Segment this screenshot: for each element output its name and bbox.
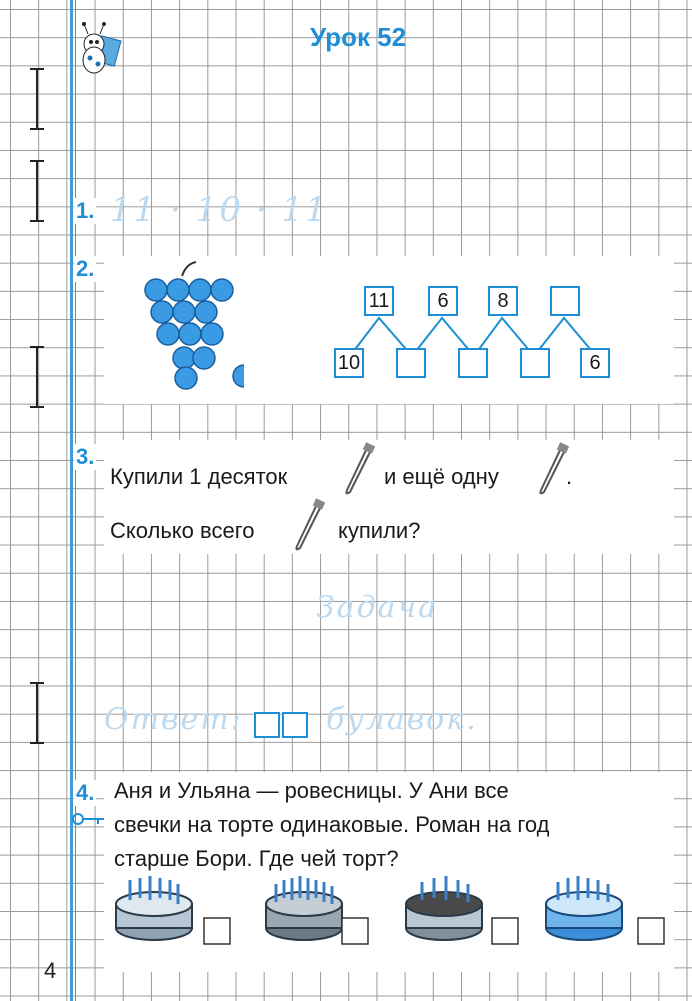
task-3-handwriting-answer: Ответ: — [104, 702, 243, 737]
task-2-panel — [104, 256, 674, 404]
task-1-number: 1. — [76, 198, 95, 223]
task-3-line-1a: Купили 1 десяток — [110, 464, 288, 489]
task-3-line-2a: Сколько всего — [110, 518, 255, 543]
page-title: Урок 52 — [310, 22, 407, 52]
task-1-handwriting: 11 · 10 · 11 — [110, 190, 329, 230]
cakes-row — [108, 870, 678, 960]
bracket — [36, 682, 38, 744]
chain-bottom-box[interactable] — [520, 348, 550, 378]
chain-top-box[interactable]: 6 — [428, 286, 458, 316]
answer-box — [342, 918, 368, 944]
chain-bottom-box[interactable] — [458, 348, 488, 378]
task-3-line-2b: купили? — [338, 518, 421, 543]
task-2-number: 2. — [76, 256, 95, 281]
task-3-handwriting-answer-end: булавок. — [326, 702, 478, 737]
margin-line — [70, 0, 73, 1001]
bracket — [36, 68, 38, 130]
task-4-number: 4. — [76, 780, 95, 805]
answer-box — [204, 918, 230, 944]
answer-box — [638, 918, 664, 944]
page-number: 4 — [44, 958, 57, 983]
chain-bottom-box[interactable] — [396, 348, 426, 378]
task-3-line-1b: и ещё одну — [384, 464, 499, 489]
cake-icon — [546, 876, 622, 940]
safety-pin-icon — [290, 498, 330, 554]
chain-top-box[interactable] — [550, 286, 580, 316]
answer-box[interactable] — [282, 712, 308, 738]
grapes-icon — [104, 256, 244, 404]
task-3-handwriting-task: Задача — [316, 590, 439, 625]
task-4-line-2: свечки на торте одинаковые. Роман на год — [114, 812, 550, 837]
cake-icon — [406, 876, 482, 940]
key-icon — [72, 812, 106, 826]
safety-pin-icon — [340, 442, 380, 498]
ladybug-mascot-icon — [74, 18, 124, 78]
cake-icon — [266, 876, 342, 940]
task-3-line-1c: . — [566, 464, 573, 489]
cake-icon — [116, 876, 192, 940]
chain-bottom-box[interactable]: 10 — [334, 348, 364, 378]
chain-bottom-box[interactable]: 6 — [580, 348, 610, 378]
chain-top-box[interactable]: 11 — [364, 286, 394, 316]
margin-line-thin — [75, 0, 76, 1001]
chain-top-box[interactable]: 8 — [488, 286, 518, 316]
bracket — [36, 346, 38, 408]
task-3-number: 3. — [76, 444, 95, 469]
answer-box — [492, 918, 518, 944]
task-4-line-1: Аня и Ульяна — ровесницы. У Ани все — [114, 778, 509, 803]
answer-box[interactable] — [254, 712, 280, 738]
task-4-line-3: старше Бори. Где чей торт? — [114, 846, 399, 871]
bracket — [36, 160, 38, 222]
